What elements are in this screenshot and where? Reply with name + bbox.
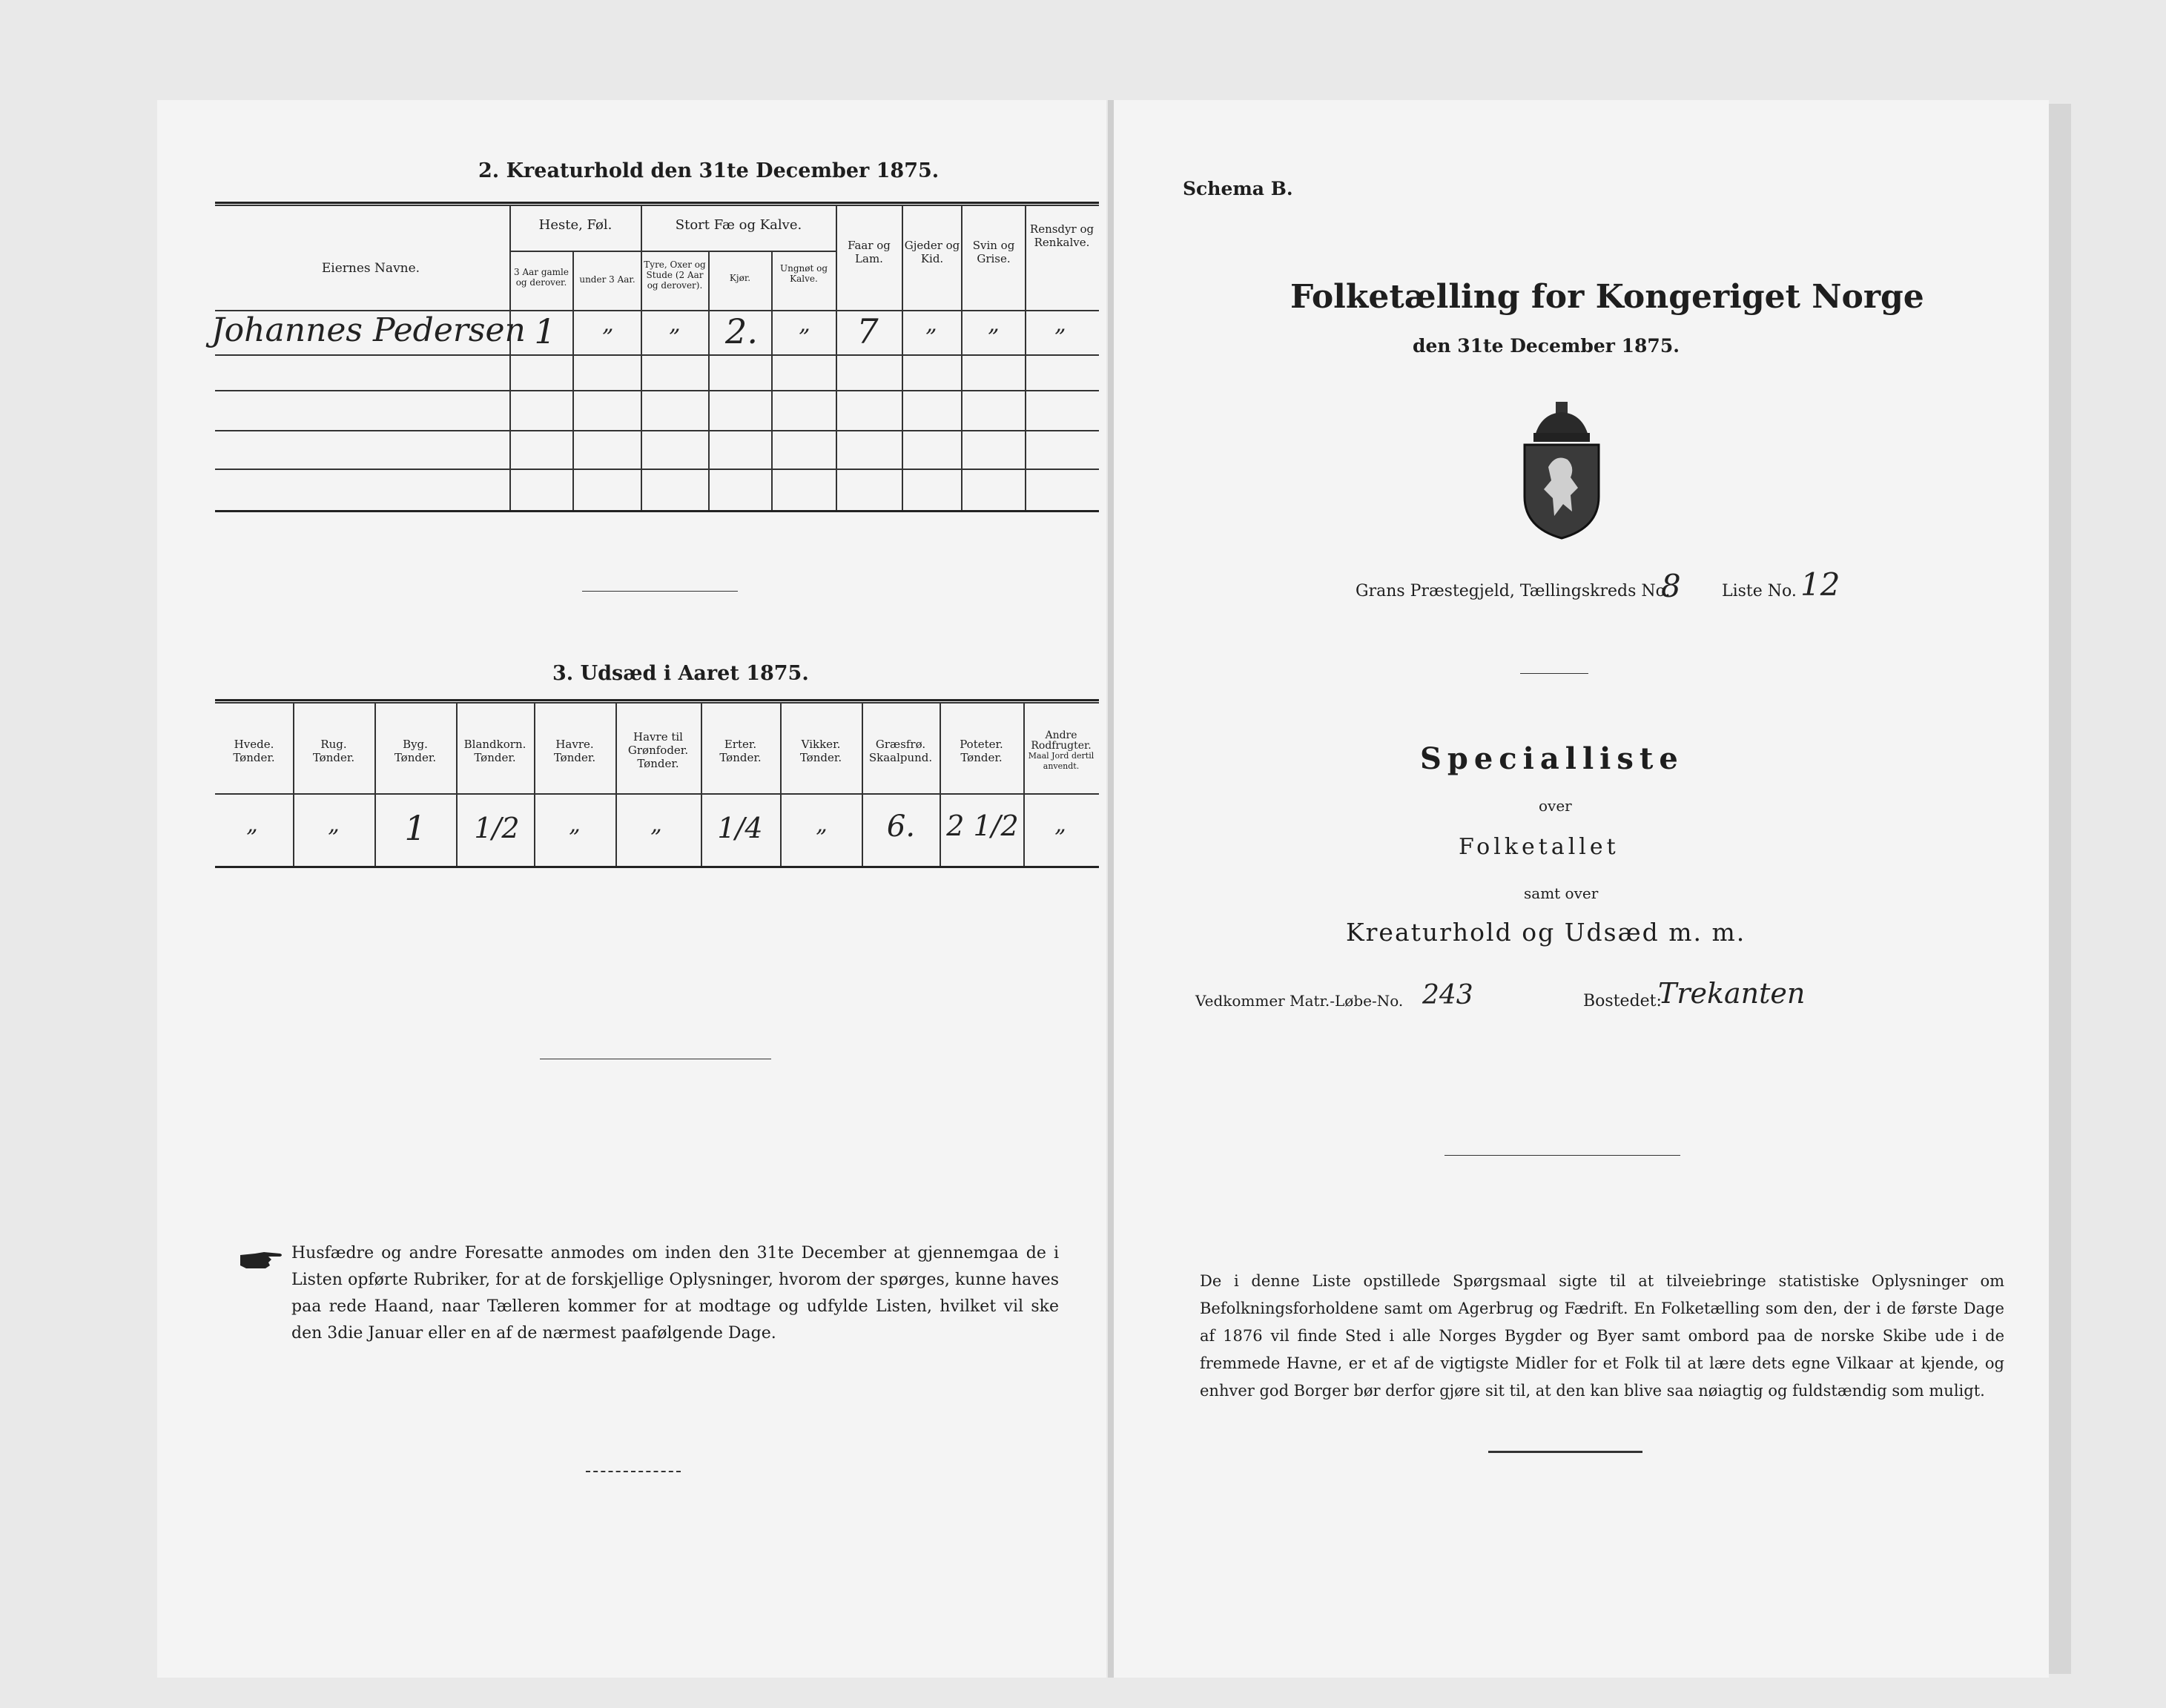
divider bbox=[1444, 1155, 1680, 1156]
page-fold bbox=[1108, 100, 1114, 1678]
col-owner-header: Eiernes Navne. bbox=[321, 261, 420, 276]
pointing-hand-icon bbox=[239, 1249, 285, 1271]
val-cows: 2. bbox=[725, 311, 758, 351]
section2-title: 2. Kreaturhold den 31te December 1875. bbox=[478, 159, 940, 182]
crop-poteter: Poteter. Tønder. bbox=[960, 738, 1003, 764]
col-goats: Gjeder og Kid. bbox=[904, 239, 960, 265]
crop-havre-gronfoder: Havre til Grønfoder. Tønder. bbox=[627, 730, 689, 770]
crop-hvede: Hvede. Tønder. bbox=[233, 738, 275, 764]
owner-name: Johannes Pedersen bbox=[211, 311, 526, 349]
val-goats: „ bbox=[925, 311, 937, 337]
samt-over-label: samt over bbox=[1524, 884, 1599, 902]
val-andre: „ bbox=[1054, 812, 1066, 838]
divider bbox=[586, 1471, 681, 1472]
col-bulls: Tyre, Oxer og Stude (2 Aar og derover). bbox=[644, 259, 706, 291]
val-erter: 1/4 bbox=[717, 812, 763, 844]
col-horse-old: 3 Aar gamle og derover. bbox=[514, 267, 569, 288]
parish-label: Grans Præstegjeld, Tællingskreds No. bbox=[1356, 582, 1671, 600]
notice-text: Husfædre og andre Foresatte anmodes om inden den 31te December at gjennemgaa de i Listen opførte Rubriker, for at de forskjellige Oplysninger, hvorom der spørges, kunne haves paa rede Haand, naar Tælleren kommer for at modtage og udfylde Listen, hvilket vil ske den 3die Januar eller en af de nærmest paafølgende Dage. bbox=[291, 1244, 1059, 1343]
list-label: Liste No. bbox=[1722, 582, 1797, 600]
crop-blandkorn: Blandkorn. Tønder. bbox=[463, 738, 526, 764]
col-pigs: Svin og Grise. bbox=[972, 239, 1015, 265]
crop-byg: Byg. Tønder. bbox=[394, 738, 437, 764]
bosted-value: Trekanten bbox=[1658, 977, 1806, 1010]
col-sheep: Faar og Lam. bbox=[848, 239, 891, 265]
val-havre: „ bbox=[569, 812, 581, 838]
val-reindeer: „ bbox=[1054, 311, 1066, 337]
crop-erter: Erter. Tønder. bbox=[719, 738, 762, 764]
schema-label: Schema B. bbox=[1183, 178, 1293, 199]
crop-andre: Andre Rodfrugter. Maal Jord dertil anvendt. bbox=[1028, 729, 1094, 771]
crop-vikker: Vikker. Tønder. bbox=[799, 738, 842, 764]
val-graesfro: 6. bbox=[886, 810, 916, 844]
bosted-label: Bostedet: bbox=[1583, 992, 1662, 1010]
explanation-paragraph: De i denne Liste opstillede Spørgsmaal sigte til at tilveiebringe statistiske Oplysninger om Befolkningsforholdene samt om Agerbrug og Fædrift. En Folketælling som den, der i de første Dage af 1876 vil finde Sted i alle Norges Bygder og Byer samt ombord paa de norske Skibe ude i de fremmede Havne, er et af de vigtigste Midler for et Folk til at lære dets egne Vilkaar at kjende, og enhver god Borger bør derfor gjøre sit til, at den kan blive saa nøiagtig og fuldstændig som muligt. bbox=[1200, 1272, 2004, 1400]
col-horse-young: under 3 Aar. bbox=[579, 274, 635, 285]
kreaturhold-label: Kreaturhold og Udsæd m. m. bbox=[1346, 918, 1746, 947]
over-label: over bbox=[1539, 797, 1572, 815]
table3-top-rule bbox=[215, 699, 1099, 701]
page-edge bbox=[2049, 104, 2071, 1674]
val-poteter: 2 1/2 bbox=[946, 810, 1019, 842]
val-bulls: „ bbox=[669, 311, 681, 337]
crop-havre: Havre. Tønder. bbox=[553, 738, 596, 764]
district-no: 8 bbox=[1661, 568, 1681, 604]
val-byg: 1 bbox=[404, 808, 426, 848]
col-cows: Kjør. bbox=[729, 273, 751, 283]
divider bbox=[1488, 1451, 1642, 1453]
list-no: 12 bbox=[1800, 566, 1840, 603]
col-young: Ungnøt og Kalve. bbox=[779, 263, 828, 284]
main-title: Folketælling for Kongeriget Norge bbox=[1290, 278, 1924, 316]
crop-rug: Rug. Tønder. bbox=[312, 738, 355, 764]
matr-no: 243 bbox=[1422, 980, 1473, 1010]
col-horse-group: Heste, Føl. bbox=[538, 217, 613, 233]
val-rug: „ bbox=[328, 812, 340, 838]
col-reindeer: Rensdyr og Renkalve. bbox=[1029, 222, 1094, 249]
norwegian-lion-coat-of-arms-icon bbox=[1519, 400, 1605, 541]
table3-bottom-rule bbox=[215, 866, 1099, 868]
val-hvede: „ bbox=[246, 812, 258, 838]
val-blandkorn: 1/2 bbox=[474, 812, 520, 844]
val-sheep: 7 bbox=[856, 311, 879, 351]
divider bbox=[582, 591, 738, 592]
specialliste-heading: Specialliste bbox=[1420, 741, 1684, 776]
section3-title: 3. Udsæd i Aaret 1875. bbox=[552, 662, 809, 685]
val-havre-gronfoder: „ bbox=[650, 812, 662, 838]
col-cattle-group: Stort Fæ og Kalve. bbox=[675, 217, 802, 233]
val-horse-old: 1 bbox=[534, 311, 556, 351]
val-young: „ bbox=[799, 311, 810, 337]
table2-top-rule bbox=[215, 202, 1099, 204]
val-horse-young: „ bbox=[602, 311, 614, 337]
folketallet-label: Folketallet bbox=[1459, 834, 1619, 860]
val-pigs: „ bbox=[988, 311, 1000, 337]
matr-label: Vedkommer Matr.-Løbe-No. bbox=[1195, 992, 1404, 1010]
table2-bottom-rule bbox=[215, 510, 1099, 512]
val-vikker: „ bbox=[816, 812, 828, 838]
crop-graesfro: Græsfrø. Skaalpund. bbox=[868, 738, 933, 764]
census-date: den 31te December 1875. bbox=[1413, 335, 1680, 357]
divider bbox=[1520, 673, 1588, 674]
